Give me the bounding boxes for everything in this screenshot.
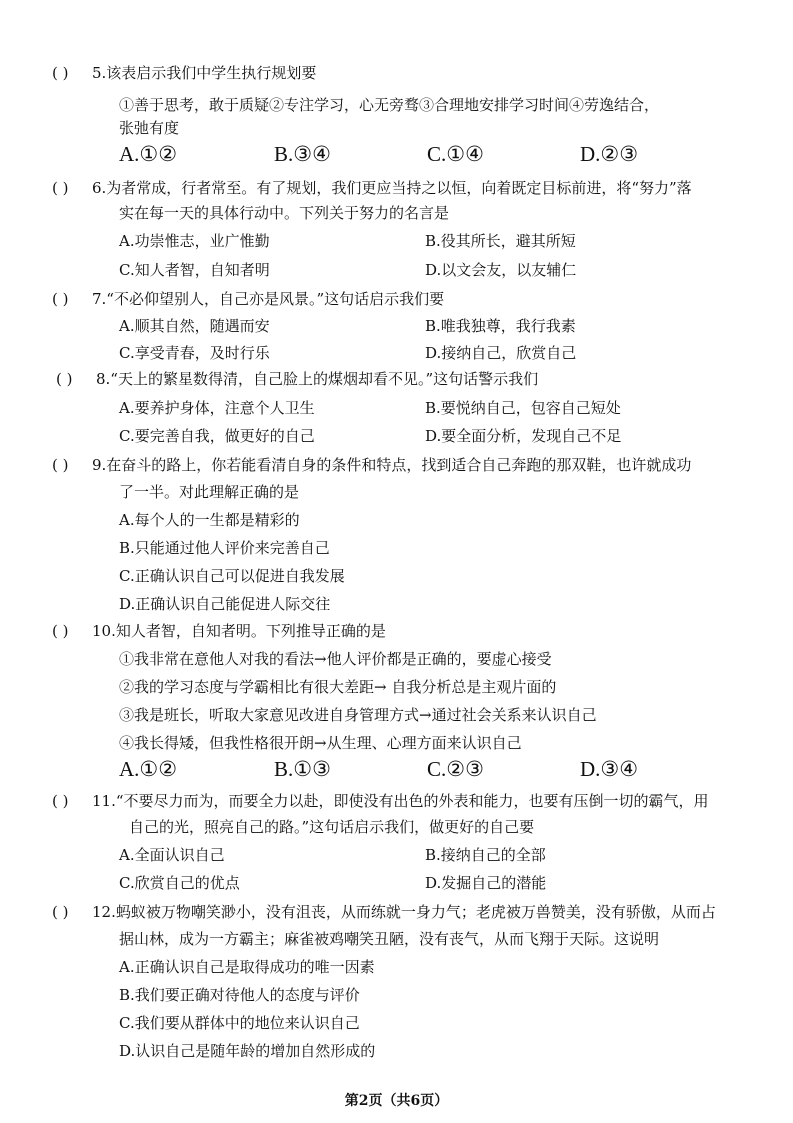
answer-paren[interactable]: ( ) xyxy=(52,456,69,474)
answer-paren[interactable]: ( ) xyxy=(52,290,69,308)
option-c[interactable]: C.要完善自我，做更好的自己 xyxy=(119,427,315,445)
option-a[interactable]: A.每个人的一生都是精彩的 xyxy=(119,511,300,529)
option-a[interactable]: A.全面认识自己 xyxy=(119,846,225,864)
question-12-stem: ( ) 12.蚂蚁被万物嘲笑渺小，没有沮丧，从而练就一身力气；老虎被万兽赞美，没有骄傲，从而占 xyxy=(52,903,716,921)
option-b[interactable]: B.要悦纳自己，包容自己短处 xyxy=(425,399,621,417)
answer-paren[interactable]: ( ) xyxy=(52,792,69,810)
question-9-stem: ( ) 9.在奋斗的路上，你若能看清自身的条件和特点，找到适合自己奔跑的那双鞋，也许就成功 xyxy=(52,456,692,474)
option-a[interactable]: A.顺其自然，随遇而安 xyxy=(119,317,270,335)
question-7-stem: ( ) 7.“不必仰望别人，自己亦是风景。”这句话启示我们要 xyxy=(52,290,445,308)
question-9-stem-cont: 了一半。对此理解正确的是 xyxy=(119,483,300,501)
option-b[interactable]: B.③④ xyxy=(274,142,331,166)
answer-paren[interactable]: ( ) xyxy=(52,64,69,82)
question-10-item: ④我长得矮，但我性格很开朗→从生理、心理方面来认识自己 xyxy=(119,734,522,752)
option-d[interactable]: D.正确认识自己能促进人际交往 xyxy=(119,595,331,613)
option-d[interactable]: D.③④ xyxy=(580,757,639,781)
option-a[interactable]: A.①② xyxy=(119,142,178,166)
option-b[interactable]: B.只能通过他人评价来完善自己 xyxy=(119,539,330,557)
option-a[interactable]: A.①② xyxy=(119,757,178,781)
option-c[interactable]: C.欣赏自己的优点 xyxy=(119,874,240,892)
option-b[interactable]: B.我们要正确对待他人的态度与评价 xyxy=(119,986,360,1004)
question-8-stem: ( ) 8.“天上的繁星数得清，自己脸上的煤烟却看不见。”这句话警示我们 xyxy=(56,370,539,388)
question-10-stem: ( ) 10.知人者智，自知者明。下列推导正确的是 xyxy=(52,622,386,640)
question-5-choice-line: ①善于思考，敢于质疑②专注学习，心无旁骛③合理地安排学习时间④劳逸结合， xyxy=(119,96,660,114)
option-d[interactable]: D.②③ xyxy=(580,142,639,166)
option-d[interactable]: D.发掘自己的潜能 xyxy=(425,874,547,892)
option-b[interactable]: B.唯我独尊，我行我素 xyxy=(425,317,576,335)
option-d[interactable]: D.接纳自己，欣赏自己 xyxy=(425,344,577,362)
option-d[interactable]: D.认识自己是随年龄的增加自然形成的 xyxy=(119,1042,376,1060)
option-c[interactable]: C.知人者智，自知者明 xyxy=(119,261,270,279)
answer-paren[interactable]: ( ) xyxy=(52,622,69,640)
question-6-stem-cont: 实在每一天的具体行动中。下列关于努力的名言是 xyxy=(119,204,450,222)
option-d[interactable]: D.以文会友，以友辅仁 xyxy=(425,261,577,279)
option-b[interactable]: B.①③ xyxy=(274,757,331,781)
question-10-item: ③我是班长，听取大家意见改进自身管理方式→通过社会关系来认识自己 xyxy=(119,706,597,724)
option-c[interactable]: C.①④ xyxy=(427,142,484,166)
option-a[interactable]: A.要养护身体，注意个人卫生 xyxy=(119,399,315,417)
option-a[interactable]: A.正确认识自己是取得成功的唯一因素 xyxy=(119,958,375,976)
option-c[interactable]: C.②③ xyxy=(427,757,484,781)
option-b[interactable]: B.役其所长，避其所短 xyxy=(425,232,576,250)
answer-paren[interactable]: ( ) xyxy=(56,370,73,388)
question-10-item: ②我的学习态度与学霸相比有很大差距→ 自我分析总是主观片面的 xyxy=(119,678,557,696)
question-6-stem: ( ) 6.为者常成，行者常至。有了规划，我们更应当持之以恒，向着既定目标前进，将“努力”落 xyxy=(52,179,692,197)
question-11-stem-cont: 自己的光，照亮自己的路。”这句话启示我们，做更好的自己要 xyxy=(129,818,535,836)
answer-paren[interactable]: ( ) xyxy=(52,903,69,921)
option-c[interactable]: C.我们要从群体中的地位来认识自己 xyxy=(119,1014,360,1032)
question-10-item: ①我非常在意他人对我的看法→他人评价都是正确的，要虚心接受 xyxy=(119,650,552,668)
page-number: 第2页（共6页） xyxy=(344,1093,449,1109)
question-11-stem: ( ) 11.“不要尽力而为，而要全力以赴，即使没有出色的外表和能力，也要有压倒一切的霸气，用 xyxy=(52,792,709,810)
question-5-choice-line: 张弛有度 xyxy=(119,119,180,137)
option-d[interactable]: D.要全面分析，发现自己不足 xyxy=(425,427,622,445)
question-12-stem-cont: 据山林，成为一方霸主；麻雀被鸡嘲笑丑陋，没有丧气，从而飞翔于天际。这说明 xyxy=(119,930,660,948)
option-c[interactable]: C.正确认识自己可以促进自我发展 xyxy=(119,567,345,585)
option-c[interactable]: C.享受青春，及时行乐 xyxy=(119,344,270,362)
option-b[interactable]: B.接纳自己的全部 xyxy=(425,846,546,864)
option-a[interactable]: A.功崇惟志，业广惟勤 xyxy=(119,232,270,250)
question-5-stem: ( ) 5.该表启示我们中学生执行规划要 xyxy=(52,64,317,82)
answer-paren[interactable]: ( ) xyxy=(52,179,69,197)
